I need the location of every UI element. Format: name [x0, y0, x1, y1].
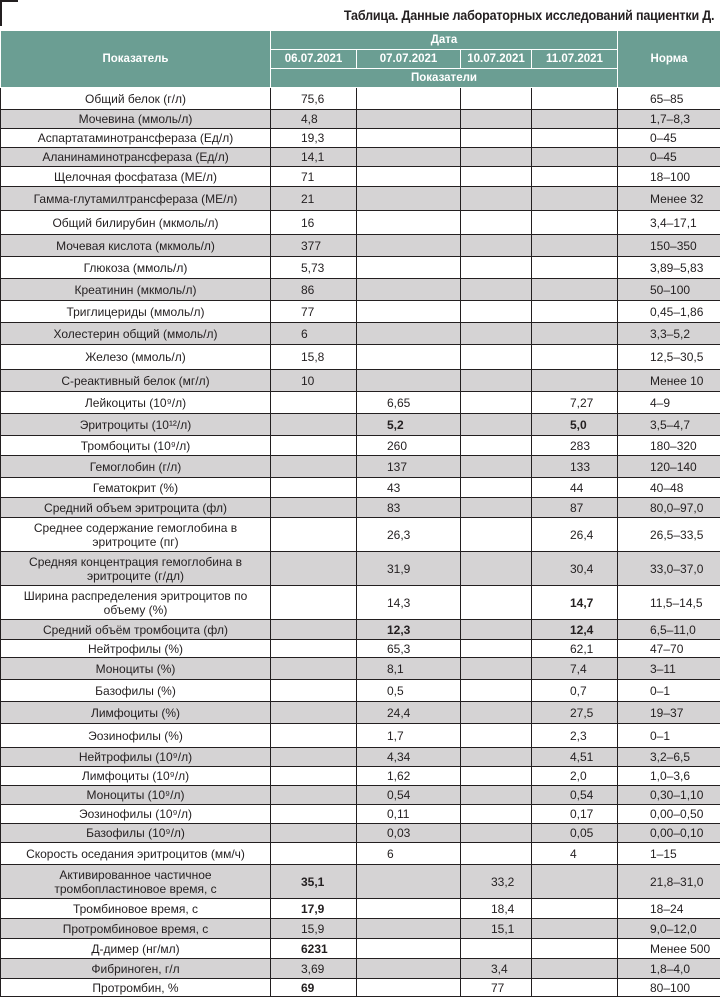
table-row	[1, 187, 720, 211]
value-cell: 0,17	[532, 805, 618, 824]
value-cell	[271, 824, 357, 843]
norm-cell: 19–37	[618, 702, 720, 724]
parameter-name: Общий белок (г/л)	[1, 88, 271, 110]
parameter-name: Скорость оседания эритроцитов (мм/ч)	[1, 843, 271, 865]
value-cell	[461, 211, 532, 235]
value-cell	[271, 518, 357, 552]
value-cell: 14,7	[532, 586, 618, 620]
value-cell: 12,3	[357, 620, 461, 640]
value-cell: 18,4	[461, 899, 532, 919]
value-cell	[357, 919, 461, 939]
header-date-4: 11.07.2021	[532, 50, 618, 69]
value-cell: 10	[271, 370, 357, 392]
parameter-name: Аланинаминотрансфераза (Ед/л)	[1, 148, 271, 167]
value-cell: 260	[357, 436, 461, 456]
value-cell	[532, 301, 618, 323]
table-row	[1, 370, 720, 392]
parameter-name: Ширина распределения эритроцитов по объему (%)	[1, 586, 271, 620]
value-cell	[532, 257, 618, 279]
parameter-name: Аспартатаминотрансфераза (Ед/л)	[1, 129, 271, 148]
value-cell	[461, 235, 532, 257]
value-cell	[461, 805, 532, 824]
value-cell	[357, 899, 461, 919]
value-cell: 377	[271, 235, 357, 257]
value-cell: 0,11	[357, 805, 461, 824]
value-cell: 5,2	[357, 414, 461, 436]
value-cell	[461, 767, 532, 786]
norm-cell: 3,2–6,5	[618, 748, 720, 767]
value-cell: 77	[271, 301, 357, 323]
value-cell	[271, 414, 357, 436]
value-cell: 26,3	[357, 518, 461, 552]
value-cell	[461, 257, 532, 279]
value-cell	[271, 586, 357, 620]
parameter-name: Средний объём тромбоцита (фл)	[1, 620, 271, 640]
value-cell	[271, 724, 357, 748]
value-cell	[357, 345, 461, 370]
value-cell	[532, 370, 618, 392]
value-cell: 6	[357, 843, 461, 865]
parameter-name: Моноциты (10⁹/л)	[1, 786, 271, 805]
lab-results-table	[0, 30, 720, 997]
value-cell: 30,4	[532, 552, 618, 586]
parameter-name: Лимфоциты (%)	[1, 702, 271, 724]
value-cell	[271, 392, 357, 414]
value-cell	[461, 187, 532, 211]
table-row	[1, 767, 720, 786]
value-cell: 0,03	[357, 824, 461, 843]
value-cell	[357, 148, 461, 167]
norm-cell: 9,0–12,0	[618, 919, 720, 939]
norm-cell: 80–100	[618, 979, 720, 997]
value-cell	[532, 187, 618, 211]
value-cell: 137	[357, 456, 461, 478]
table-row	[1, 620, 720, 640]
value-cell: 44	[532, 478, 618, 498]
value-cell: 31,9	[357, 552, 461, 586]
table-row	[1, 979, 720, 997]
value-cell	[357, 959, 461, 979]
value-cell: 35,1	[271, 865, 357, 899]
parameter-name: Фибриноген, г/л	[1, 959, 271, 979]
parameter-name: Средний объем эритроцита (фл)	[1, 498, 271, 518]
table-row	[1, 436, 720, 456]
value-cell	[357, 865, 461, 899]
value-cell	[461, 456, 532, 478]
parameter-name: Гематокрит (%)	[1, 478, 271, 498]
norm-cell: 80,0–97,0	[618, 498, 720, 518]
norm-cell: Менее 10	[618, 370, 720, 392]
norm-cell: 12,5–30,5	[618, 345, 720, 370]
value-cell	[532, 899, 618, 919]
table-row	[1, 301, 720, 323]
value-cell	[271, 843, 357, 865]
value-cell: 17,9	[271, 899, 357, 919]
norm-cell: 3–11	[618, 658, 720, 680]
parameter-name: Общий билирубин (мкмоль/л)	[1, 211, 271, 235]
value-cell: 0,5	[357, 680, 461, 702]
value-cell	[271, 456, 357, 478]
value-cell: 14,1	[271, 148, 357, 167]
value-cell: 0,54	[357, 786, 461, 805]
value-cell	[271, 702, 357, 724]
header-date-3: 10.07.2021	[461, 50, 532, 69]
value-cell	[532, 235, 618, 257]
value-cell	[532, 323, 618, 345]
value-cell	[532, 979, 618, 997]
norm-cell: 3,89–5,83	[618, 257, 720, 279]
value-cell	[461, 658, 532, 680]
value-cell	[461, 301, 532, 323]
parameter-name: Моноциты (%)	[1, 658, 271, 680]
table-row	[1, 235, 720, 257]
value-cell	[461, 552, 532, 586]
table-row	[1, 824, 720, 843]
value-cell	[461, 680, 532, 702]
value-cell	[357, 211, 461, 235]
value-cell: 33,2	[461, 865, 532, 899]
value-cell: 5,0	[532, 414, 618, 436]
value-cell	[271, 498, 357, 518]
table-row	[1, 167, 720, 187]
value-cell	[461, 748, 532, 767]
norm-cell: 180–320	[618, 436, 720, 456]
value-cell	[271, 680, 357, 702]
header-norm: Норма	[618, 31, 720, 88]
table-row	[1, 959, 720, 979]
table-row	[1, 658, 720, 680]
value-cell	[532, 279, 618, 301]
norm-cell: 11,5–14,5	[618, 586, 720, 620]
value-cell	[461, 110, 532, 129]
parameter-name: Нейтрофилы (10⁹/л)	[1, 748, 271, 767]
table-row	[1, 498, 720, 518]
value-cell	[357, 301, 461, 323]
parameter-name: Щелочная фосфатаза (МЕ/л)	[1, 167, 271, 187]
header-date-1: 06.07.2021	[271, 50, 357, 69]
header-date: Дата	[271, 31, 618, 50]
value-cell	[461, 702, 532, 724]
parameter-name: Активированное частичное тромбопластиновое время, с	[1, 865, 271, 899]
value-cell	[357, 110, 461, 129]
parameter-name: Тромбоциты (10⁹/л)	[1, 436, 271, 456]
corner-bracket	[0, 0, 18, 26]
norm-cell: Менее 500	[618, 939, 720, 959]
norm-cell: Менее 32	[618, 187, 720, 211]
table-row	[1, 478, 720, 498]
value-cell	[271, 436, 357, 456]
value-cell: 6	[271, 323, 357, 345]
norm-cell: 120–140	[618, 456, 720, 478]
norm-cell: 4–9	[618, 392, 720, 414]
parameter-name: Эритроциты (10¹²/л)	[1, 414, 271, 436]
parameter-name: Протромбин, %	[1, 979, 271, 997]
parameter-name: Триглицериды (ммоль/л)	[1, 301, 271, 323]
table-row	[1, 724, 720, 748]
table-row	[1, 257, 720, 279]
value-cell	[532, 959, 618, 979]
norm-cell: 18–100	[618, 167, 720, 187]
table-row	[1, 919, 720, 939]
parameter-name: Средняя концентрация гемоглобина в эритроците (г/дл)	[1, 552, 271, 586]
value-cell	[461, 939, 532, 959]
table-row	[1, 786, 720, 805]
value-cell: 26,4	[532, 518, 618, 552]
table-row	[1, 279, 720, 301]
value-cell: 1,7	[357, 724, 461, 748]
table-row	[1, 552, 720, 586]
value-cell	[461, 498, 532, 518]
value-cell	[357, 939, 461, 959]
table-row	[1, 148, 720, 167]
value-cell	[357, 235, 461, 257]
norm-cell: 47–70	[618, 640, 720, 658]
value-cell: 19,3	[271, 129, 357, 148]
value-cell	[461, 345, 532, 370]
value-cell	[461, 640, 532, 658]
table-row	[1, 392, 720, 414]
table-row	[1, 211, 720, 235]
value-cell	[271, 786, 357, 805]
parameter-name: Среднее содержание гемоглобина в эритроците (пг)	[1, 518, 271, 552]
value-cell	[461, 436, 532, 456]
parameter-name: Базофилы (%)	[1, 680, 271, 702]
value-cell	[532, 148, 618, 167]
parameter-name: Базофилы (10⁹/л)	[1, 824, 271, 843]
value-cell: 0,7	[532, 680, 618, 702]
value-cell: 0,05	[532, 824, 618, 843]
norm-cell: 0,30–1,10	[618, 786, 720, 805]
value-cell	[532, 167, 618, 187]
value-cell: 27,5	[532, 702, 618, 724]
value-cell: 86	[271, 279, 357, 301]
value-cell: 2,3	[532, 724, 618, 748]
norm-cell: 3,5–4,7	[618, 414, 720, 436]
value-cell	[461, 786, 532, 805]
value-cell: 15,9	[271, 919, 357, 939]
value-cell: 87	[532, 498, 618, 518]
table-row	[1, 865, 720, 899]
value-cell	[461, 129, 532, 148]
table-row	[1, 748, 720, 767]
value-cell	[461, 392, 532, 414]
norm-cell: 0–1	[618, 680, 720, 702]
value-cell	[532, 919, 618, 939]
parameter-name: Мочевина (ммоль/л)	[1, 110, 271, 129]
value-cell	[461, 518, 532, 552]
value-cell: 16	[271, 211, 357, 235]
value-cell: 3,69	[271, 959, 357, 979]
norm-cell: 33,0–37,0	[618, 552, 720, 586]
norm-cell: 26,5–33,5	[618, 518, 720, 552]
value-cell	[532, 88, 618, 110]
parameter-name: Д-димер (нг/мл)	[1, 939, 271, 959]
norm-cell: 0,00–0,50	[618, 805, 720, 824]
header-indicators: Показатели	[271, 69, 618, 88]
parameter-name: Глюкоза (ммоль/л)	[1, 257, 271, 279]
value-cell	[461, 843, 532, 865]
value-cell: 5,73	[271, 257, 357, 279]
value-cell	[357, 88, 461, 110]
value-cell: 1,62	[357, 767, 461, 786]
value-cell	[271, 748, 357, 767]
value-cell: 43	[357, 478, 461, 498]
parameter-name: Железо (ммоль/л)	[1, 345, 271, 370]
value-cell: 6,65	[357, 392, 461, 414]
parameter-name: Мочевая кислота (мкмоль/л)	[1, 235, 271, 257]
norm-cell: 150–350	[618, 235, 720, 257]
value-cell	[271, 552, 357, 586]
value-cell: 8,1	[357, 658, 461, 680]
value-cell	[532, 345, 618, 370]
parameter-name: Нейтрофилы (%)	[1, 640, 271, 658]
value-cell	[357, 167, 461, 187]
table-caption: Таблица. Данные лабораторных исследований пациентки Д.	[343, 8, 714, 23]
value-cell	[357, 257, 461, 279]
norm-cell: 6,5–11,0	[618, 620, 720, 640]
value-cell: 6231	[271, 939, 357, 959]
value-cell	[357, 129, 461, 148]
value-cell: 2,0	[532, 767, 618, 786]
value-cell	[271, 478, 357, 498]
parameter-name: Гамма-глутамилтрансфераза (МЕ/л)	[1, 187, 271, 211]
table-row	[1, 586, 720, 620]
value-cell	[532, 129, 618, 148]
parameter-name: Протромбиновое время, с	[1, 919, 271, 939]
value-cell: 24,4	[357, 702, 461, 724]
table-row	[1, 129, 720, 148]
value-cell	[461, 279, 532, 301]
value-cell: 77	[461, 979, 532, 997]
value-cell: 133	[532, 456, 618, 478]
norm-cell: 1,7–8,3	[618, 110, 720, 129]
value-cell	[461, 724, 532, 748]
value-cell	[357, 279, 461, 301]
value-cell: 3,4	[461, 959, 532, 979]
value-cell: 4,8	[271, 110, 357, 129]
parameter-name: Лимфоциты (10⁹/л)	[1, 767, 271, 786]
table-row	[1, 939, 720, 959]
table-row	[1, 110, 720, 129]
value-cell	[461, 620, 532, 640]
table-row	[1, 680, 720, 702]
parameter-name: Эозинофилы (10⁹/л)	[1, 805, 271, 824]
table-body	[1, 88, 720, 997]
table-row	[1, 88, 720, 110]
value-cell	[271, 640, 357, 658]
parameter-name: Лейкоциты (10⁹/л)	[1, 392, 271, 414]
table-row	[1, 640, 720, 658]
value-cell: 14,3	[357, 586, 461, 620]
value-cell	[357, 187, 461, 211]
norm-cell: 0,45–1,86	[618, 301, 720, 323]
value-cell	[357, 323, 461, 345]
norm-cell: 40–48	[618, 478, 720, 498]
table-row	[1, 456, 720, 478]
value-cell	[461, 88, 532, 110]
norm-cell: 50–100	[618, 279, 720, 301]
value-cell: 4,51	[532, 748, 618, 767]
value-cell: 4	[532, 843, 618, 865]
table-row	[1, 323, 720, 345]
norm-cell: 0,00–0,10	[618, 824, 720, 843]
value-cell	[461, 370, 532, 392]
value-cell: 71	[271, 167, 357, 187]
table-row	[1, 414, 720, 436]
table-row	[1, 345, 720, 370]
norm-cell: 18–24	[618, 899, 720, 919]
norm-cell: 65–85	[618, 88, 720, 110]
parameter-name: Тромбиновое время, с	[1, 899, 271, 919]
table-row	[1, 843, 720, 865]
value-cell: 15,1	[461, 919, 532, 939]
value-cell	[271, 658, 357, 680]
value-cell: 15,8	[271, 345, 357, 370]
value-cell	[532, 110, 618, 129]
value-cell	[532, 211, 618, 235]
value-cell	[461, 478, 532, 498]
header-parameter: Показатель	[1, 31, 271, 88]
value-cell	[271, 805, 357, 824]
table-row	[1, 805, 720, 824]
table-row	[1, 899, 720, 919]
parameter-name: Эозинофилы (%)	[1, 724, 271, 748]
parameter-name: С-реактивный белок (мг/л)	[1, 370, 271, 392]
norm-cell: 1,8–4,0	[618, 959, 720, 979]
value-cell: 83	[357, 498, 461, 518]
norm-cell: 0–45	[618, 148, 720, 167]
value-cell	[461, 148, 532, 167]
value-cell: 62,1	[532, 640, 618, 658]
value-cell	[271, 620, 357, 640]
parameter-name: Креатинин (мкмоль/л)	[1, 279, 271, 301]
value-cell	[461, 323, 532, 345]
value-cell: 283	[532, 436, 618, 456]
value-cell: 0,54	[532, 786, 618, 805]
value-cell: 21	[271, 187, 357, 211]
table-row	[1, 518, 720, 552]
table-row	[1, 702, 720, 724]
norm-cell: 1–15	[618, 843, 720, 865]
value-cell: 69	[271, 979, 357, 997]
value-cell: 65,3	[357, 640, 461, 658]
value-cell	[461, 586, 532, 620]
value-cell: 7,4	[532, 658, 618, 680]
value-cell: 75,6	[271, 88, 357, 110]
norm-cell: 0–1	[618, 724, 720, 748]
value-cell: 4,34	[357, 748, 461, 767]
header-date-2: 07.07.2021	[357, 50, 461, 69]
norm-cell: 0–45	[618, 129, 720, 148]
norm-cell: 1,0–3,6	[618, 767, 720, 786]
parameter-name: Холестерин общий (ммоль/л)	[1, 323, 271, 345]
value-cell	[532, 939, 618, 959]
value-cell: 7,27	[532, 392, 618, 414]
value-cell	[357, 979, 461, 997]
value-cell	[461, 824, 532, 843]
value-cell	[461, 414, 532, 436]
value-cell	[357, 370, 461, 392]
parameter-name: Гемоглобин (г/л)	[1, 456, 271, 478]
norm-cell: 3,4–17,1	[618, 211, 720, 235]
norm-cell: 3,3–5,2	[618, 323, 720, 345]
value-cell	[271, 767, 357, 786]
value-cell: 12,4	[532, 620, 618, 640]
norm-cell: 21,8–31,0	[618, 865, 720, 899]
value-cell	[532, 865, 618, 899]
value-cell	[461, 167, 532, 187]
